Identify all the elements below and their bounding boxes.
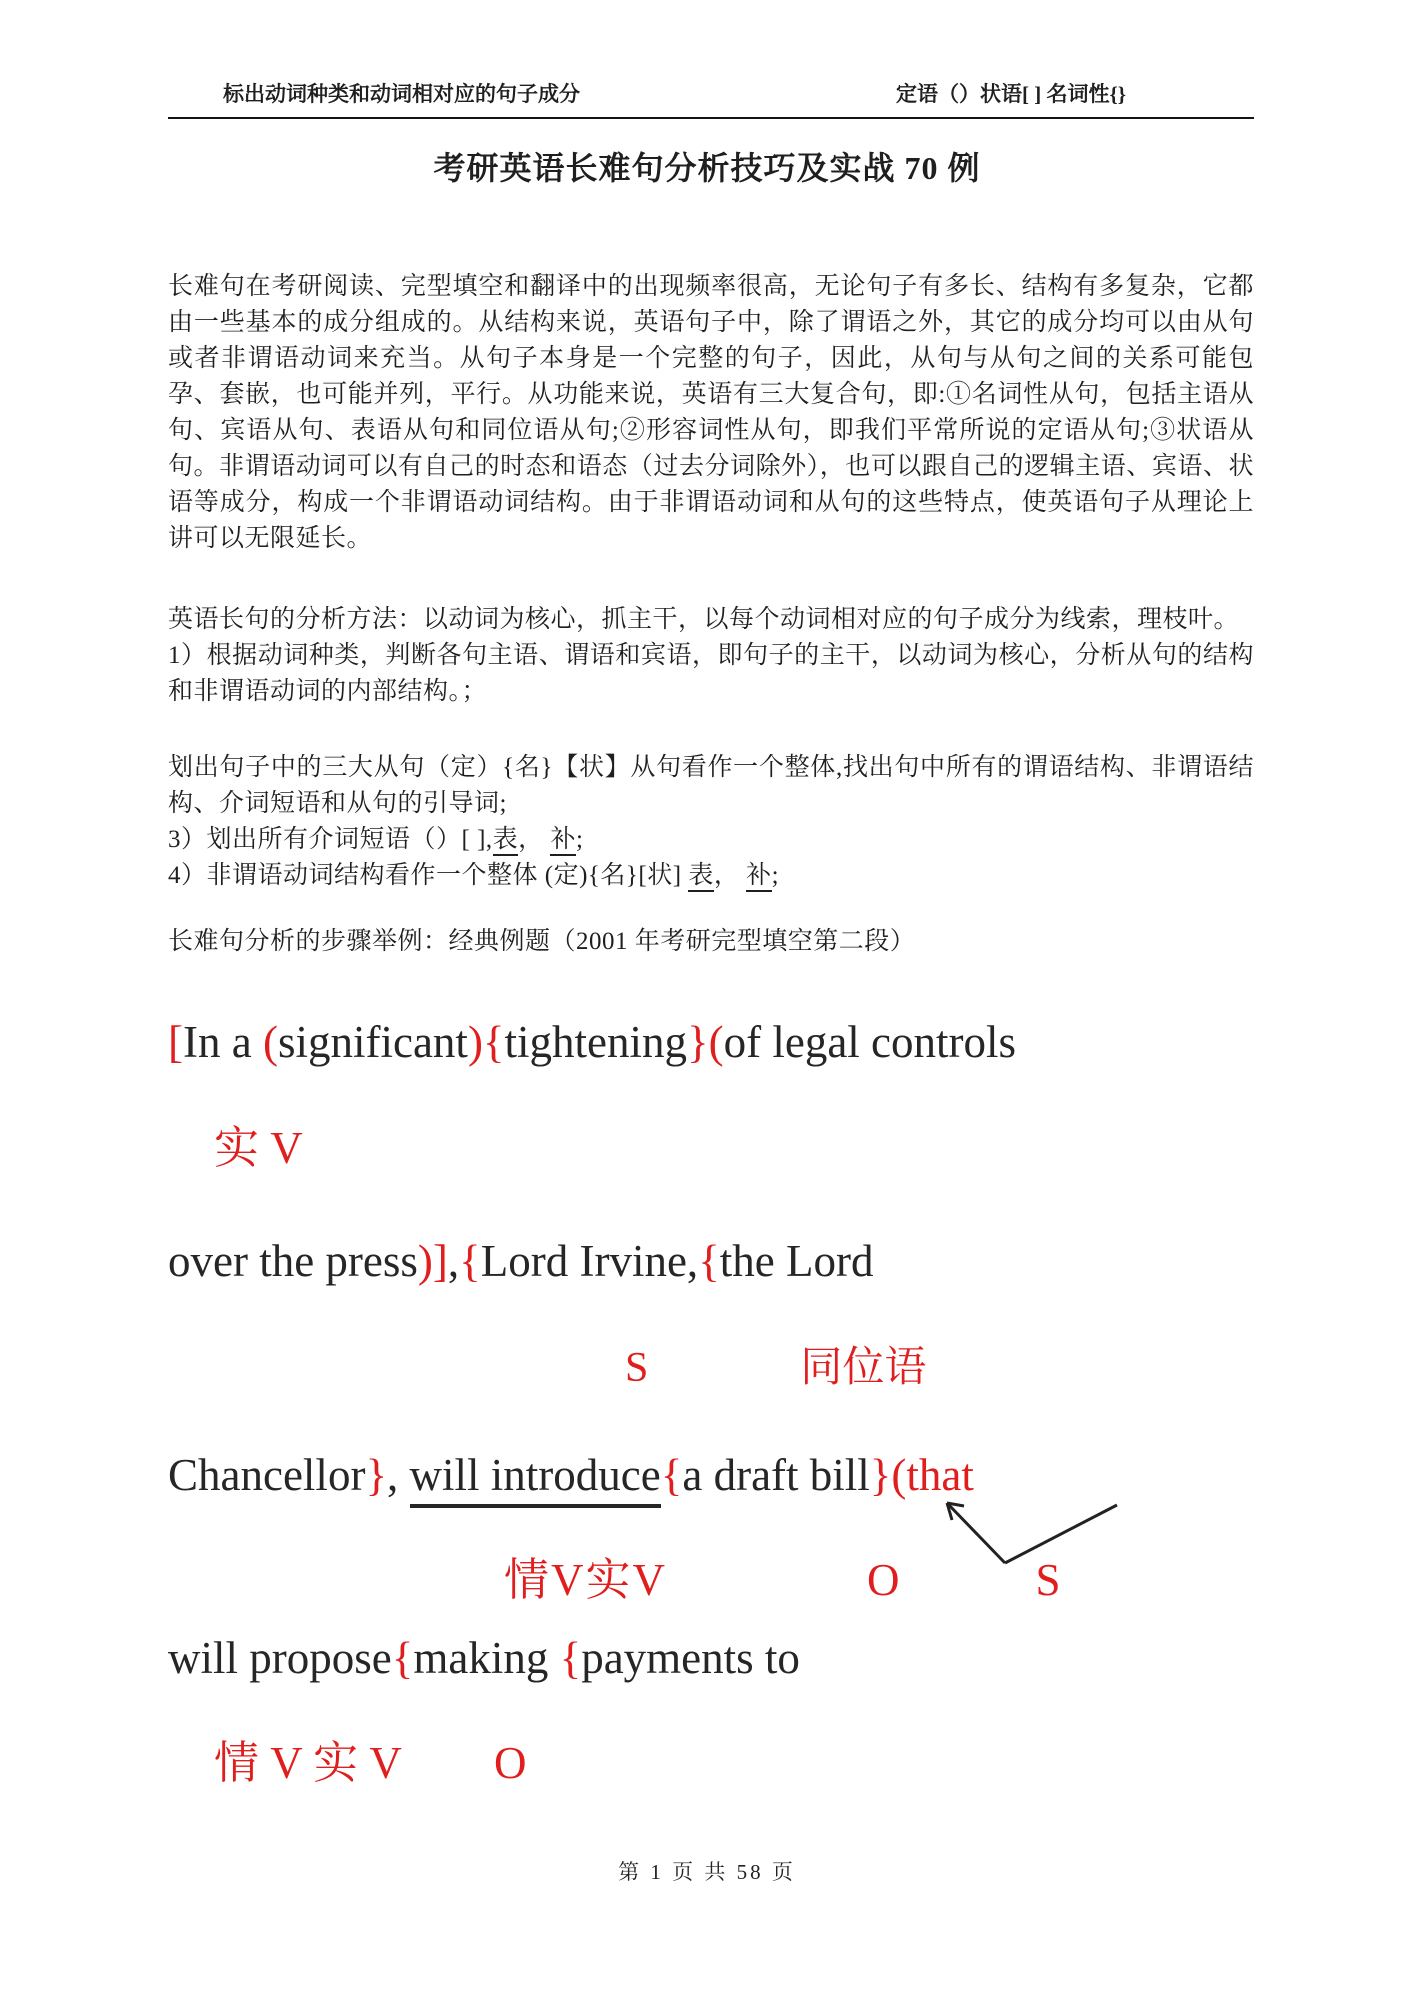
text-segment: { <box>391 1633 414 1683</box>
text-segment: ){ <box>467 1017 505 1067</box>
analysed-sentence-line-3 <box>168 1445 1354 1505</box>
text-segment: Chancellor <box>168 1450 366 1500</box>
text-segment: (that <box>891 1450 974 1500</box>
document-body <box>168 269 1254 960</box>
text-segment: }( <box>687 1017 724 1067</box>
text-segment: 4）非谓语动词结构看作一个整体 (定){名}[状] <box>168 862 689 889</box>
document-title: 考研英语长难句分析技巧及实战 70 例 <box>433 150 981 186</box>
text-segment: [ <box>168 1017 183 1067</box>
intro-paragraph: 长难句在考研阅读、完型填空和翻译中的出现频率很高，无论句子有多长、结构有多复杂，它都由一些基本的成分组成的。从结构来说，英语句子中，除了谓语之外，其它的成分均可以由从句或者非谓语动词来充当。从句子本身是一个完整的句子，因此，从句与从句之间的关系可能包孕、套嵌，也可能并列，平行。从功能来说，英语有三大复合句，即:①名词性从句，包括主语从句、宾语从句、表语从句和同位语从句;②形容词性从句，即我们平常所说的定语从句;③状语从句。非谓语动词可以有自己的时态和语态（过去分词除外），也可以跟自己的逻辑主语、宾语、状语等成分，构成一个非谓语动词结构。由于非谓语动词和从句的这些特点，使英语句子从理论上讲可以无限延长。 <box>168 273 1254 552</box>
text-segment: will propose <box>168 1633 392 1683</box>
annotation-line-2 <box>168 1338 1354 1398</box>
text-segment: 补 <box>550 826 576 856</box>
analysed-sentence-line-1 <box>168 1012 1354 1072</box>
text-segment: the Lord <box>719 1236 874 1286</box>
text-segment: ; <box>771 862 780 889</box>
annotation-line-1 <box>168 1118 1354 1178</box>
text-segment: , <box>387 1450 410 1500</box>
analysed-sentence-line-4 <box>168 1628 1354 1688</box>
text-segment: { <box>698 1236 720 1286</box>
text-segment: 表 <box>493 826 519 856</box>
text-segment: )] <box>417 1236 448 1286</box>
text-segment: { <box>660 1450 683 1500</box>
text-segment: O <box>493 1738 527 1788</box>
page-header <box>168 78 1254 119</box>
text-segment: O <box>867 1555 900 1605</box>
text-segment: S <box>1035 1555 1061 1605</box>
text-segment: will introduce <box>410 1450 661 1508</box>
text-segment: a draft bill <box>682 1450 870 1500</box>
text-segment: 表 <box>688 862 714 892</box>
text-segment: ( <box>262 1017 278 1067</box>
annotation-line-3 <box>168 1550 1354 1610</box>
method-paragraph: 英语长句的分析方法：以动词为核心，抓主干，以每个动词相对应的句子成分为线索，理枝叶。 <box>168 606 1240 633</box>
text-segment: of legal controls <box>723 1017 1017 1067</box>
text-segment: 情 V 实 V <box>214 1738 402 1788</box>
text-segment: } <box>365 1450 388 1500</box>
text-segment: 情V实V <box>504 1555 667 1605</box>
annotation-line-4 <box>168 1733 1354 1793</box>
header-left-text: 标出动词种类和动词相对应的句子成分 <box>223 82 580 106</box>
header-right-text: 定语（）状语[ ] 名词性{} <box>895 82 1126 106</box>
text-segment: , <box>447 1236 460 1286</box>
text-segment: 实 V <box>214 1123 303 1173</box>
page-footer <box>0 1856 1414 1886</box>
text-segment: 同位语 <box>800 1345 927 1391</box>
text-segment: significant <box>277 1017 468 1067</box>
text-segment: { <box>459 1236 481 1286</box>
text-segment: ， <box>518 826 551 853</box>
text-segment: ， <box>713 862 747 889</box>
example-intro-paragraph: 长难句分析的步骤举例：经典例题（2001 年考研完型填空第二段） <box>168 928 916 955</box>
text-segment: In a <box>183 1017 263 1067</box>
step-1-paragraph: 1）根据动词种类，判断各句主语、谓语和宾语，即句子的主干，以动词为核心，分析从句的结构和非谓语动词的内部结构。； <box>168 642 1254 705</box>
text-segment: 补 <box>746 862 772 892</box>
text-segment: Lord Irvine, <box>480 1236 699 1286</box>
text-segment: payments to <box>581 1633 800 1683</box>
text-segment: 3）划出所有介词短语（）[ ], <box>168 826 493 853</box>
text-segment: } <box>869 1450 892 1500</box>
page-number-text: 第 1 页 共 58 页 <box>618 1860 796 1884</box>
analysed-sentence-line-2 <box>168 1231 1354 1291</box>
step-3-paragraph <box>168 822 1254 858</box>
text-segment: { <box>559 1633 582 1683</box>
text-segment: ; <box>575 826 584 853</box>
text-segment: over the press <box>168 1236 418 1286</box>
text-segment: tightening <box>504 1017 688 1067</box>
v-connector-arrow-icon <box>933 1493 1125 1573</box>
step-2-paragraph: 划出句子中的三大从句（定）{名}【状】从句看作一个整体,找出句中所有的谓语结构、非谓语结构、介词短语和从句的引导词; <box>168 754 1254 817</box>
step-4-paragraph <box>168 858 1254 894</box>
text-segment: S <box>625 1345 649 1391</box>
text-segment: making <box>413 1633 560 1683</box>
